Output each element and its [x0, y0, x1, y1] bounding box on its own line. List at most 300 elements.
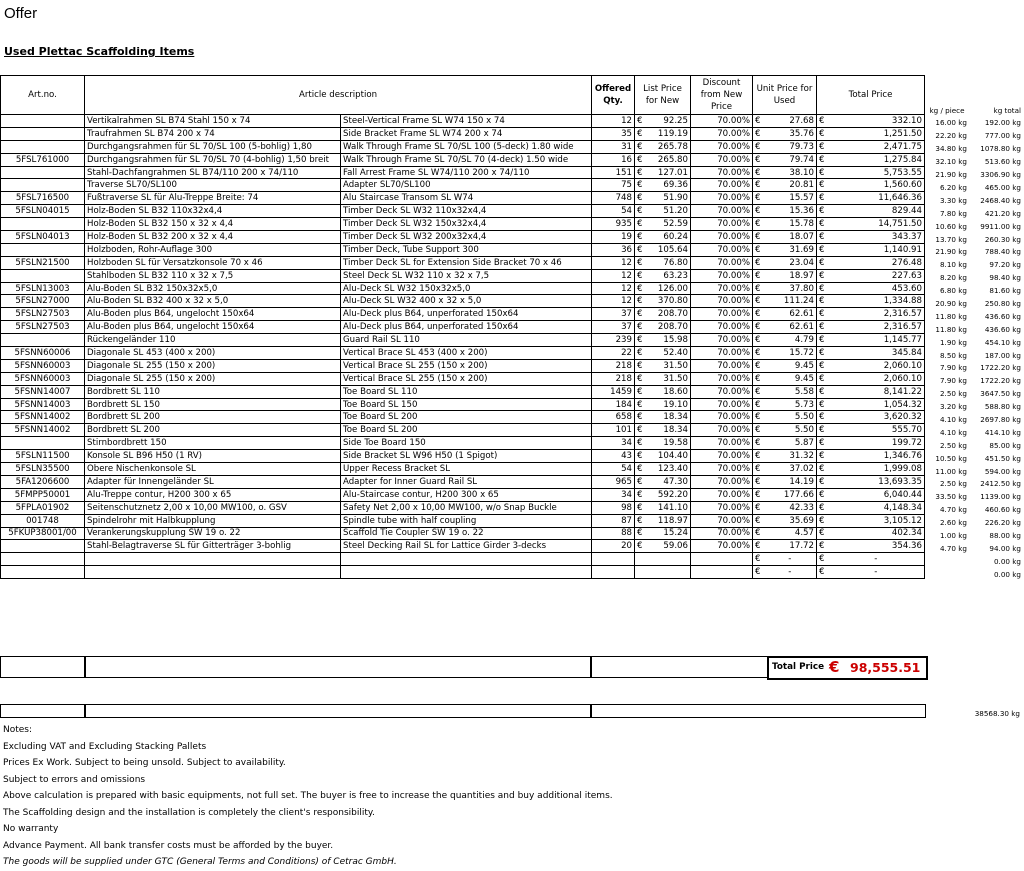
- kg-row: [927, 258, 1024, 271]
- cell-discount: 70.00%: [691, 527, 753, 540]
- kg-row: [927, 439, 1024, 452]
- kg-total-value: 436.60 kg: [984, 311, 1021, 321]
- cell-list-price: 105.64: [646, 243, 691, 256]
- cell-total-currency: €: [817, 398, 828, 411]
- footer-row-cell-a: [0, 704, 86, 718]
- kg-per-piece: 33.50 kg: [935, 492, 967, 502]
- cell-list-currency: €: [635, 514, 646, 527]
- cell-list-currency: €: [635, 347, 646, 360]
- kg-row: [927, 310, 1024, 323]
- cell-list-price: 19.10: [646, 398, 691, 411]
- total-row-cell-c: [590, 656, 768, 678]
- kg-per-piece: 10.60 kg: [935, 221, 967, 231]
- cell-desc-de: Holzboden, Rohr-Auflage 300: [85, 243, 341, 256]
- cell-desc-en: Vertical Brace SL 255 (150 x 200): [341, 372, 592, 385]
- cell-list-price: 76.80: [646, 256, 691, 269]
- kg-total-value: 94.00 kg: [989, 543, 1021, 553]
- cell-list-currency: €: [635, 127, 646, 140]
- kg-row: [927, 478, 1024, 491]
- note-line: Advance Payment. All bank transfer costs must be afforded by the buyer.: [3, 840, 334, 851]
- cell-discount: 70.00%: [691, 269, 753, 282]
- kg-total-value: 788.40 kg: [984, 247, 1021, 257]
- cell-unit-currency: €: [753, 269, 764, 282]
- cell-empty: [85, 566, 341, 579]
- cell-total-currency: €: [817, 231, 828, 244]
- cell-discount: 70.00%: [691, 115, 753, 128]
- cell-total-currency: €: [817, 308, 828, 321]
- kg-per-piece: 11.80 kg: [935, 311, 967, 321]
- cell-total-currency: €: [817, 540, 828, 553]
- cell-discount: 70.00%: [691, 243, 753, 256]
- cell-list-currency: €: [635, 308, 646, 321]
- kg-total-value: 3647.50 kg: [980, 389, 1021, 399]
- cell-unit-price: 20.81: [764, 179, 817, 192]
- cell-list-currency: €: [635, 231, 646, 244]
- cell-artno: 5FSLN27503: [1, 308, 85, 321]
- cell-desc-de: Seitenschutznetz 2,00 x 10,00 MW100, o. GSV: [85, 501, 341, 514]
- kg-row: [927, 142, 1024, 155]
- cell-unit-price: 15.57: [764, 192, 817, 205]
- table-row: [1, 282, 925, 295]
- kg-per-piece: 21.90 kg: [935, 247, 967, 257]
- cell-unit-currency: €: [753, 334, 764, 347]
- cell-artno: 5FSNN14003: [1, 398, 85, 411]
- cell-qty: 935: [592, 218, 635, 231]
- table-row: [1, 347, 925, 360]
- cell-list-currency: €: [635, 192, 646, 205]
- cell-total-price: 1,346.76: [828, 450, 925, 463]
- kg-total-value: 81.60 kg: [989, 286, 1021, 296]
- table-row: [1, 166, 925, 179]
- cell-total-currency: €: [817, 282, 828, 295]
- kg-row: [927, 490, 1024, 503]
- cell-unit-price: 37.80: [764, 282, 817, 295]
- cell-unit-currency: €: [753, 282, 764, 295]
- cell-artno: 5FSNN60003: [1, 359, 85, 372]
- kg-row: [927, 374, 1024, 387]
- kg-per-piece: 21.90 kg: [935, 170, 967, 180]
- cell-unit-currency: €: [753, 566, 764, 579]
- cell-list-currency: €: [635, 411, 646, 424]
- cell-unit-currency: €: [753, 553, 764, 566]
- cell-unit-currency: €: [753, 514, 764, 527]
- kg-per-piece: 1.90 kg: [939, 337, 967, 347]
- kg-row: [927, 387, 1024, 400]
- cell-desc-de: Bordbrett SL 110: [85, 385, 341, 398]
- cell-list-currency: €: [635, 372, 646, 385]
- cell-unit-currency: €: [753, 501, 764, 514]
- cell-desc-de: Durchgangsrahmen für SL 70/SL 70 (4-bohlig) 1,50 breit: [85, 153, 341, 166]
- cell-unit-currency: €: [753, 463, 764, 476]
- kg-grand-total: 38568.30 kg: [974, 709, 1020, 718]
- cell-discount: 70.00%: [691, 179, 753, 192]
- cell-unit-currency: €: [753, 166, 764, 179]
- cell-desc-en: Steel Decking Rail SL for Lattice Girder 3-decks: [341, 540, 592, 553]
- cell-list-price: 265.80: [646, 153, 691, 166]
- cell-unit-price: 35.76: [764, 127, 817, 140]
- kg-per-piece: 7.80 kg: [939, 208, 967, 218]
- cell-list-currency: €: [635, 166, 646, 179]
- cell-list-price: 126.00: [646, 282, 691, 295]
- cell-unit-currency: €: [753, 488, 764, 501]
- cell-list-currency: €: [635, 140, 646, 153]
- cell-qty: 34: [592, 437, 635, 450]
- cell-artno: 5FSLN13003: [1, 282, 85, 295]
- cell-list-price: 63.23: [646, 269, 691, 282]
- cell-artno: 5FSL716500: [1, 192, 85, 205]
- cell-total-currency: €: [817, 553, 828, 566]
- cell-list-price: 208.70: [646, 321, 691, 334]
- cell-discount: 70.00%: [691, 385, 753, 398]
- kg-per-piece: 4.70 kg: [939, 505, 967, 515]
- cell-list-currency: €: [635, 269, 646, 282]
- cell-list-price: 15.24: [646, 527, 691, 540]
- cell-total-currency: €: [817, 153, 828, 166]
- cell-unit-currency: €: [753, 115, 764, 128]
- cell-artno: 5FA1206600: [1, 475, 85, 488]
- cell-total-price: 453.60: [828, 282, 925, 295]
- cell-unit-currency: €: [753, 424, 764, 437]
- cell-total-currency: €: [817, 218, 828, 231]
- table-row: [1, 321, 925, 334]
- kg-total-value: 1078.80 kg: [980, 144, 1021, 154]
- cell-desc-en: Toe Board SL 200: [341, 411, 592, 424]
- cell-qty: 965: [592, 475, 635, 488]
- cell-artno: [1, 115, 85, 128]
- cell-total-price: 1,145.77: [828, 334, 925, 347]
- cell-discount: 70.00%: [691, 475, 753, 488]
- cell-discount: 70.00%: [691, 282, 753, 295]
- cell-desc-en: Alu-Deck plus B64, unperforated 150x64: [341, 321, 592, 334]
- cell-desc-en: Side Toe Board 150: [341, 437, 592, 450]
- cell-unit-price: 31.32: [764, 450, 817, 463]
- cell-total-currency: €: [817, 437, 828, 450]
- cell-unit-price: 35.69: [764, 514, 817, 527]
- kg-total-value: 3306.90 kg: [980, 170, 1021, 180]
- kg-per-piece: 8.50 kg: [939, 350, 967, 360]
- cell-total-price: 1,560.60: [828, 179, 925, 192]
- cell-artno: [1, 140, 85, 153]
- cell-list-price: 18.60: [646, 385, 691, 398]
- cell-total-price: 199.72: [828, 437, 925, 450]
- note-line: The goods will be supplied under GTC (General Terms and Conditions) of Cetrac GmbH.: [3, 857, 397, 867]
- cell-discount: 70.00%: [691, 192, 753, 205]
- cell-desc-en: Safety Net 2,00 x 10,00 MW100, w/o Snap Buckle: [341, 501, 592, 514]
- cell-qty: 184: [592, 398, 635, 411]
- cell-artno: 5FSNN60003: [1, 372, 85, 385]
- header-description: Article description: [85, 76, 592, 115]
- cell-desc-en: Timber Deck SL W32 200x32x4,4: [341, 231, 592, 244]
- cell-artno: 5FSLN35500: [1, 463, 85, 476]
- cell-desc-de: Diagonale SL 453 (400 x 200): [85, 347, 341, 360]
- table-row: [1, 256, 925, 269]
- table-row: [1, 475, 925, 488]
- kg-total-value: 2468.40 kg: [980, 195, 1021, 205]
- table-row: [1, 127, 925, 140]
- cell-unit-price: 5.50: [764, 411, 817, 424]
- cell-list-price: 15.98: [646, 334, 691, 347]
- table-row: [1, 231, 925, 244]
- kg-total-value: 250.80 kg: [984, 299, 1021, 309]
- cell-unit-price: 15.36: [764, 205, 817, 218]
- cell-unit-currency: €: [753, 347, 764, 360]
- cell-list-currency: €: [635, 450, 646, 463]
- cell-total-currency: €: [817, 501, 828, 514]
- cell-desc-de: Adapter für Innengeländer SL: [85, 475, 341, 488]
- offer-table: [0, 75, 925, 579]
- total-price-value: 98,555.51: [850, 660, 921, 675]
- cell-list-price: 69.36: [646, 179, 691, 192]
- cell-list-price: 141.10: [646, 501, 691, 514]
- cell-list-price: 31.50: [646, 372, 691, 385]
- cell-total-currency: €: [817, 488, 828, 501]
- kg-total-value: 0.00 kg: [993, 569, 1021, 579]
- kg-per-piece: 6.20 kg: [939, 183, 967, 192]
- kg-total-value: 588.80 kg: [984, 402, 1021, 412]
- cell-unit-currency: €: [753, 437, 764, 450]
- cell-desc-en: Scaffold Tie Coupler SW 19 o. 22: [341, 527, 592, 540]
- kg-per-piece: 1.00 kg: [939, 531, 967, 541]
- cell-list-price: 208.70: [646, 308, 691, 321]
- cell-total-currency: €: [817, 385, 828, 398]
- kg-per-piece: 2.50 kg: [939, 389, 967, 399]
- cell-desc-en: Alu-Staircase contur, H200 300 x 65: [341, 488, 592, 501]
- kg-total-value: 451.50 kg: [984, 453, 1021, 463]
- cell-total-currency: €: [817, 347, 828, 360]
- cell-empty: [646, 553, 691, 566]
- cell-desc-de: Alu-Boden SL B32 150x32x5,0: [85, 282, 341, 295]
- cell-discount: 70.00%: [691, 140, 753, 153]
- kg-row: [927, 194, 1024, 207]
- cell-desc-en: Toe Board SL 200: [341, 424, 592, 437]
- cell-qty: 12: [592, 256, 635, 269]
- cell-list-price: 18.34: [646, 411, 691, 424]
- cell-qty: 35: [592, 127, 635, 140]
- cell-qty: 12: [592, 269, 635, 282]
- cell-desc-de: Bordbrett SL 150: [85, 398, 341, 411]
- cell-unit-currency: €: [753, 540, 764, 553]
- cell-unit-price: 31.69: [764, 243, 817, 256]
- cell-discount: 70.00%: [691, 424, 753, 437]
- cell-desc-de: Rückengeländer 110: [85, 334, 341, 347]
- document-title: Offer: [4, 5, 38, 22]
- cell-unit-currency: €: [753, 411, 764, 424]
- cell-list-price: 123.40: [646, 463, 691, 476]
- cell-total-currency: €: [817, 179, 828, 192]
- cell-desc-en: Timber Deck, Tube Support 300: [341, 243, 592, 256]
- cell-desc-de: Holz-Boden SL B32 200 x 32 x 4,4: [85, 231, 341, 244]
- cell-qty: 101: [592, 424, 635, 437]
- kg-row: [927, 181, 1024, 194]
- table-row: [1, 192, 925, 205]
- cell-unit-price: 177.66: [764, 488, 817, 501]
- kg-row: [927, 426, 1024, 439]
- cell-total-price: 354.36: [828, 540, 925, 553]
- cell-artno: 5FMPP50001: [1, 488, 85, 501]
- table-row: [1, 527, 925, 540]
- cell-desc-en: Timber Deck SL for Extension Side Bracket 70 x 46: [341, 256, 592, 269]
- cell-total-price: 3,620.32: [828, 411, 925, 424]
- cell-total-price: 2,060.10: [828, 372, 925, 385]
- cell-qty: 151: [592, 166, 635, 179]
- notes-section: [3, 722, 613, 871]
- table-row-empty: [1, 553, 925, 566]
- cell-qty: 36: [592, 243, 635, 256]
- cell-qty: 239: [592, 334, 635, 347]
- cell-unit-currency: €: [753, 527, 764, 540]
- cell-discount: 70.00%: [691, 295, 753, 308]
- cell-desc-en: Toe Board SL 150: [341, 398, 592, 411]
- kg-total-value: 454.10 kg: [984, 337, 1021, 347]
- cell-unit-price: -: [764, 566, 817, 579]
- table-row: [1, 424, 925, 437]
- cell-artno: 001748: [1, 514, 85, 527]
- cell-total-price: -: [828, 553, 925, 566]
- cell-total-currency: €: [817, 359, 828, 372]
- cell-total-price: 13,693.35: [828, 475, 925, 488]
- cell-desc-en: Alu-Deck SL W32 400 x 32 x 5,0: [341, 295, 592, 308]
- kg-row: [927, 362, 1024, 375]
- cell-unit-currency: €: [753, 205, 764, 218]
- kg-per-piece: 2.50 kg: [939, 479, 967, 489]
- cell-list-currency: €: [635, 527, 646, 540]
- kg-per-piece: 10.50 kg: [935, 453, 967, 463]
- cell-discount: 70.00%: [691, 127, 753, 140]
- cell-desc-en: Vertical Brace SL 255 (150 x 200): [341, 359, 592, 372]
- cell-unit-price: 9.45: [764, 372, 817, 385]
- total-price-label: Total Price: [772, 662, 825, 672]
- cell-empty: [341, 566, 592, 579]
- cell-desc-de: Bordbrett SL 200: [85, 411, 341, 424]
- cell-total-currency: €: [817, 256, 828, 269]
- cell-artno: [1, 218, 85, 231]
- kg-total-value: 421.20 kg: [984, 208, 1021, 218]
- cell-artno: [1, 540, 85, 553]
- cell-artno: 5FSNN14002: [1, 411, 85, 424]
- kg-column: [927, 104, 1024, 581]
- cell-total-currency: €: [817, 475, 828, 488]
- cell-unit-currency: €: [753, 385, 764, 398]
- cell-list-currency: €: [635, 359, 646, 372]
- cell-list-currency: €: [635, 205, 646, 218]
- cell-artno: [1, 334, 85, 347]
- cell-empty: [592, 566, 635, 579]
- cell-artno: 5FSLN27000: [1, 295, 85, 308]
- kg-total-value: 1139.00 kg: [980, 492, 1021, 502]
- kg-row: [927, 516, 1024, 529]
- cell-empty: [691, 553, 753, 566]
- cell-qty: 218: [592, 372, 635, 385]
- cell-desc-en: Timber Deck SL W32 150x32x4,4: [341, 218, 592, 231]
- cell-desc-en: Adapter SL70/SL100: [341, 179, 592, 192]
- cell-artno: [1, 269, 85, 282]
- cell-desc-de: Fußtraverse SL für Alu-Treppe Breite: 74: [85, 192, 341, 205]
- cell-unit-currency: €: [753, 192, 764, 205]
- kg-total-value: 9911.00 kg: [980, 221, 1021, 231]
- cell-unit-price: 38.10: [764, 166, 817, 179]
- table-row: [1, 218, 925, 231]
- cell-unit-price: 23.04: [764, 256, 817, 269]
- cell-unit-price: 15.78: [764, 218, 817, 231]
- kg-total-value: 2697.80 kg: [980, 415, 1021, 425]
- kg-total-value: 777.00 kg: [984, 131, 1021, 141]
- cell-desc-en: Steel Deck SL W32 110 x 32 x 7,5: [341, 269, 592, 282]
- cell-list-price: 265.78: [646, 140, 691, 153]
- kg-per-piece: 20.90 kg: [935, 299, 967, 309]
- kg-total-value: 2412.50 kg: [980, 479, 1021, 489]
- cell-list-currency: €: [635, 475, 646, 488]
- cell-discount: 70.00%: [691, 437, 753, 450]
- cell-artno: 5FSLN27503: [1, 321, 85, 334]
- cell-total-price: 2,471.75: [828, 140, 925, 153]
- kg-row: [927, 168, 1024, 181]
- cell-total-currency: €: [817, 205, 828, 218]
- cell-total-price: 4,148.34: [828, 501, 925, 514]
- cell-list-currency: €: [635, 256, 646, 269]
- cell-desc-en: Alu-Deck plus B64, unperforated 150x64: [341, 308, 592, 321]
- cell-qty: 658: [592, 411, 635, 424]
- cell-desc-de: Holz-Boden SL B32 150 x 32 x 4,4: [85, 218, 341, 231]
- cell-total-price: 555.70: [828, 424, 925, 437]
- cell-unit-price: 79.74: [764, 153, 817, 166]
- cell-artno: 5FKUP38001/00: [1, 527, 85, 540]
- kg-total-value: 187.00 kg: [984, 350, 1021, 360]
- cell-list-currency: €: [635, 282, 646, 295]
- kg-row: [927, 503, 1024, 516]
- cell-desc-de: Alu-Boden plus B64, ungelocht 150x64: [85, 321, 341, 334]
- table-header-row: [1, 76, 925, 115]
- cell-artno: [1, 166, 85, 179]
- kg-row: [927, 452, 1024, 465]
- cell-unit-price: 27.68: [764, 115, 817, 128]
- kg-row: [927, 220, 1024, 233]
- cell-list-price: 51.20: [646, 205, 691, 218]
- cell-discount: 70.00%: [691, 501, 753, 514]
- cell-unit-currency: €: [753, 359, 764, 372]
- cell-artno: 5FSNN14007: [1, 385, 85, 398]
- footer-row-cell-b: [84, 704, 592, 718]
- kg-per-piece: 13.70 kg: [935, 234, 967, 244]
- cell-list-price: 31.50: [646, 359, 691, 372]
- cell-unit-price: 42.33: [764, 501, 817, 514]
- kg-per-piece: 32.10 kg: [935, 157, 967, 167]
- cell-total-price: 2,316.57: [828, 321, 925, 334]
- cell-desc-de: Konsole SL B96 H50 (1 RV): [85, 450, 341, 463]
- cell-unit-price: 15.72: [764, 347, 817, 360]
- cell-total-price: 2,060.10: [828, 359, 925, 372]
- cell-desc-de: Verankerungskupplung SW 19 o. 22: [85, 527, 341, 540]
- header-kg-total: kg total: [993, 106, 1021, 115]
- cell-qty: 31: [592, 140, 635, 153]
- cell-artno: 5FSL761000: [1, 153, 85, 166]
- cell-qty: 54: [592, 205, 635, 218]
- cell-desc-en: Side Bracket Frame SL W74 200 x 74: [341, 127, 592, 140]
- header-list-price: List Price for New: [635, 76, 691, 115]
- cell-list-price: 592.20: [646, 488, 691, 501]
- cell-list-currency: €: [635, 398, 646, 411]
- kg-row: [927, 413, 1024, 426]
- kg-row: [927, 542, 1024, 555]
- table-row: [1, 398, 925, 411]
- cell-total-price: 1,251.50: [828, 127, 925, 140]
- kg-row: [927, 529, 1024, 542]
- cell-list-price: 59.06: [646, 540, 691, 553]
- cell-total-price: 402.34: [828, 527, 925, 540]
- kg-total-value: 414.10 kg: [984, 427, 1021, 437]
- kg-total-value: 0.00 kg: [993, 556, 1021, 566]
- kg-row: [927, 465, 1024, 478]
- kg-per-piece: 3.30 kg: [939, 195, 967, 205]
